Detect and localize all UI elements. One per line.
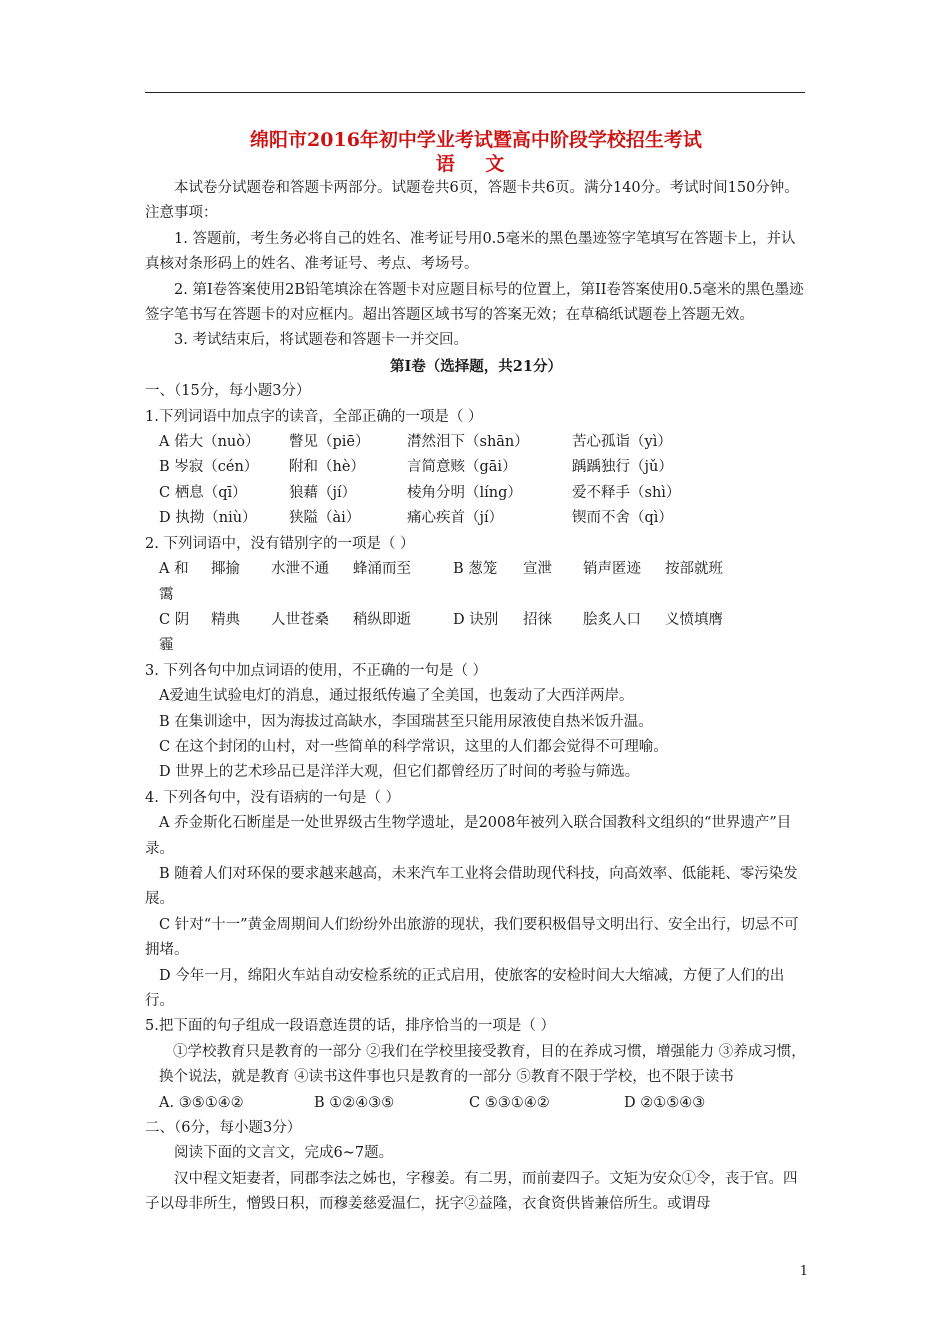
q1-a-word3: 潸然泪下（shān） — [407, 434, 529, 451]
q1-c-word1: C 栖息（qī） — [159, 484, 247, 501]
q1-c-word4: 爱不释手（shì） — [572, 484, 681, 501]
subject-title: 语 文 — [435, 153, 517, 175]
q1-b-word4: 踽踽独行（jǔ） — [572, 459, 673, 476]
q2-a-word1: A 和霭 — [159, 561, 189, 603]
q1-d-word2: 狭隘（ài） — [289, 510, 361, 527]
q5-choice-d: D ②①⑤④③ — [624, 1094, 706, 1111]
note-3: 3. 考试结束后，将试题卷和答题卡一并交回。 — [174, 332, 468, 349]
q2-b-word4: 按部就班 — [665, 561, 723, 578]
q4-option-c: C 针对“十一”黄金周期间人们纷纷外出旅游的现状，我们要积极倡导文明出行、安全出行，切忌不可拥堵。 — [145, 916, 799, 959]
q5-choices — [145, 1091, 807, 1116]
q1-d-word4: 锲而不舍（qì） — [572, 510, 673, 527]
q1-d-word3: 痛心疾首（jí） — [407, 510, 504, 527]
q1-c-word2: 狼藉（jí） — [289, 484, 357, 501]
q3-option-c: C 在这个封闭的山村，对一些简单的科学常识，这里的人们都会觉得不可理喻。 — [159, 738, 668, 755]
exam-page — [145, 128, 807, 1218]
q2-b-word1: B 葱笼 — [453, 561, 498, 578]
q5-choice-c: C ⑤③①④② — [469, 1094, 550, 1111]
q2-c-word2: 精典 — [211, 611, 240, 628]
q1-c-word3: 棱角分明（líng） — [407, 484, 522, 501]
intro-text: 本试卷分试题卷和答题卡两部分。试题卷共6页，答题卡共6页。满分140分。考试时间150分钟。 — [174, 180, 799, 196]
q5-body: ①学校教育只是教育的一部分 ②我们在学校里接受教育，目的在养成习惯，增强能力 ③养成习惯，换个说法，就是教育 ④读书这件事也只是教育的一部分 ⑤教育不限于学校，也不限于读书 — [159, 1043, 806, 1086]
q4-option-b: B 随着人们对环保的要求越来越高，未来汽车工业将会借助现代科技，向高效率、低能耗、零污染发展。 — [145, 865, 798, 908]
q2-row-1 — [145, 557, 807, 608]
q2-c-word1: C 阴霾 — [159, 611, 190, 654]
exam-title: 绵阳市2016年初中学业考试暨高中阶段学校招生考试 — [250, 129, 702, 151]
q2-stem: 2. 下列词语中，没有错别字的一项是（ ） — [145, 535, 415, 552]
reading-intro: 阅读下面的文言文，完成6~7题。 — [174, 1145, 394, 1162]
note-2: 2. 第Ⅰ卷答案使用2B铅笔填涂在答题卡对应题目标号的位置上，第II卷答案使用0.5毫米的黑色墨迹签字笔书写在答题卡的对应框内。超出答题区域书写的答案无效；在草稿纸试题卷上答题无效。 — [145, 281, 804, 324]
q2-d-word1: D 诀别 — [453, 611, 499, 628]
q1-b-word1: B 岑寂（cén） — [159, 459, 259, 476]
q2-a-word3: 水泄不通 — [271, 561, 329, 578]
header-rule — [145, 92, 805, 93]
q5-stem: 5.把下面的句子组成一段语意连贯的话，排序恰当的一项是（ ） — [145, 1018, 555, 1035]
note-1: 1. 答题前，考生务必将自己的姓名、准考证号用0.5毫米的黑色墨迹签字笔填写在答题卡上，并认真核对条形码上的姓名、准考证号、考点、考场号。 — [145, 230, 796, 273]
q4-stem: 4. 下列各句中，没有语病的一句是（ ） — [145, 789, 401, 806]
q4-option-d: D 今年一月，绵阳火车站自动安检系统的正式启用，使旅客的安检时间大大缩减，方便了人们的出行。 — [145, 967, 785, 1009]
q1-a-word2: 瞥见（piē） — [289, 434, 370, 451]
section2-heading: 二、（6分，每小题3分） — [145, 1120, 302, 1137]
q1-d-word1: D 执拗（niù） — [159, 510, 257, 527]
q2-b-word2: 宣泄 — [523, 561, 552, 578]
q2-d-word2: 招徕 — [523, 611, 552, 628]
q2-d-word4: 义愤填膺 — [665, 611, 723, 628]
q2-a-word4: 蜂涌而至 — [353, 561, 411, 578]
part1-heading: 第Ⅰ卷（选择题，共21分） — [390, 357, 562, 375]
q5-choice-a: A. ③⑤①④② — [159, 1094, 244, 1111]
q1-b-word3: 言简意赅（gāi） — [407, 459, 517, 476]
q3-option-d: D 世界上的艺术珍品已是洋洋大观，但它们都曾经历了时间的考验与筛选。 — [159, 764, 640, 781]
q1-stem: 1.下列词语中加点字的读音，全部正确的一项是（ ） — [145, 408, 483, 425]
classical-passage: 汉中程文矩妻者，同郡李法之姊也，字穆姜。有二男，而前妻四子。文矩为安众①令，丧于官。四子以母非所生，憎毁日积，而穆姜慈爱温仁，抚字②益隆，衣食资供皆兼倍所生。或谓母 — [145, 1170, 798, 1213]
page-number: 1 — [799, 1264, 808, 1279]
notes-heading: 注意事项： — [145, 205, 218, 222]
q1-option-c — [145, 481, 807, 506]
q5-choice-b: B ①②④③⑤ — [314, 1094, 395, 1111]
q3-stem: 3. 下列各句中加点词语的使用，不正确的一句是（ ） — [145, 662, 488, 679]
q2-d-word3: 脍炙人口 — [583, 611, 641, 628]
q1-a-word4: 苦心孤诣（yì） — [572, 434, 672, 451]
q2-a-word2: 揶揄 — [211, 561, 240, 578]
q1-b-word2: 附和（hè） — [289, 459, 365, 476]
q4-option-a: A 乔金斯化石断崖是一处世界级古生物学遗址，是2008年被列入联合国教科文组织的“世界遗产”目录。 — [145, 815, 792, 857]
q3-option-b: B 在集训途中，因为海拔过高缺水，李国瑞甚至只能用尿液使自热米饭升温。 — [159, 713, 653, 730]
q1-option-b — [145, 455, 807, 480]
q2-row-2 — [145, 608, 807, 659]
q1-a-word1: A 偌大（nuò） — [159, 434, 260, 451]
q1-option-d — [145, 506, 807, 531]
q1-option-a — [145, 430, 807, 455]
q2-c-word4: 稍纵即逝 — [353, 611, 411, 628]
q2-b-word3: 销声匿迹 — [583, 561, 641, 578]
section1-heading: 一、（15分，每小题3分） — [145, 383, 311, 400]
q2-c-word3: 人世苍桑 — [271, 611, 329, 628]
q3-option-a: A爱迪生试验电灯的消息，通过报纸传遍了全美国，也轰动了大西洋两岸。 — [159, 688, 634, 705]
